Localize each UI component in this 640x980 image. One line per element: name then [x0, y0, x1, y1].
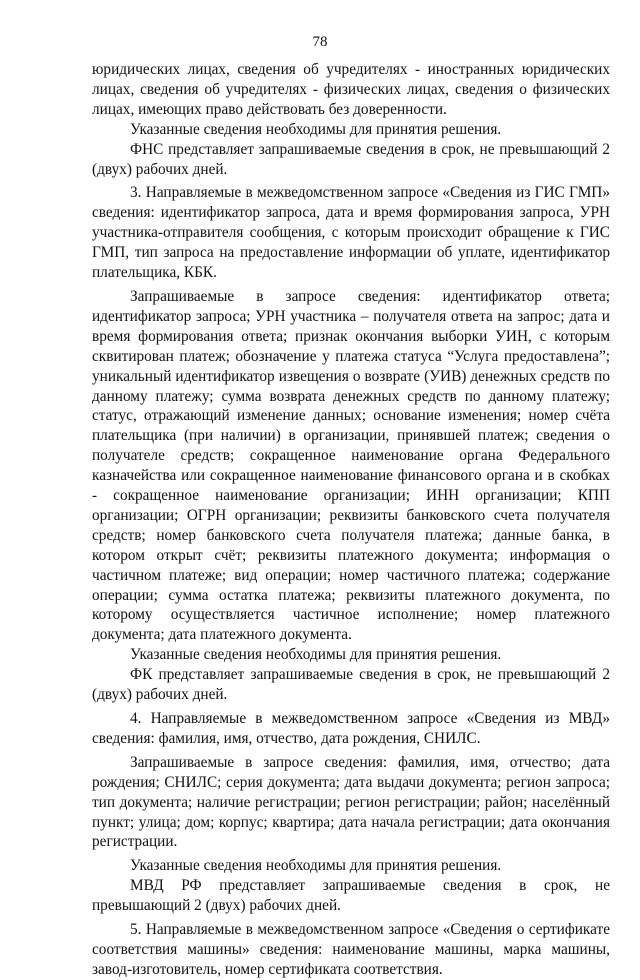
paragraph-decision-note: Указанные сведения необходимы для принятия решения.: [130, 857, 502, 875]
paragraph-mvd-request: 4. Направляемые в межведомственном запросе «Сведения из МВД» сведения: фамилия, имя, отчество, дата рождения, СНИЛС.: [92, 710, 610, 747]
paragraph-mvd-response: Запрашиваемые в запросе сведения: фамилия, имя, отчество; дата рождения; СНИЛС; серия документа; дата выдачи документа; регион запроса; тип документа; наличие регистрации; регион регистрации; район; населённый пункт; улица; дом; корпус; квартира; дата начала регистрации; дата окончания регистрации.: [92, 753, 610, 851]
paragraph-fns-deadline: ФНС представляет запрашиваемые сведения в срок, не превышающий 2 (двух) рабочих дней.: [92, 140, 610, 178]
paragraph-fk-deadline: ФК представляет запрашиваемые сведения в срок, не превышающий 2 (двух) рабочих дней.: [92, 666, 610, 704]
paragraph-mvd-deadline: МВД РФ представляет запрашиваемые сведения в срок, не превышающий 2 (двух) рабочих дней.: [92, 877, 610, 915]
paragraph-gis-gmp-request: 3. Направляемые в межведомственном запросе «Сведения из ГИС ГМП» сведения: идентификатор запроса, дата и время формирования запроса, УРН участника-отправителя сообщения, с которым происходит обращение к ГИС ГМП, тип запроса на предоставление информации об уплате, идентификатор плательщика, КБК.: [92, 184, 610, 282]
paragraph-certificate-request: 5. Направляемые в межведомственном запросе «Сведения о сертификате соответствия машины» сведения: наименование машины, марка машины, завод-изготовитель, номер сертификата соответствия.: [92, 921, 610, 978]
page-number: 78: [312, 34, 328, 50]
paragraph-gis-gmp-response: Запрашиваемые в запросе сведения: идентификатор ответа; идентификатор запроса; УРН участника – получателя ответа на запрос; дата и время формирования ответа; признак окончания выборки УИН, с которым сквитирован платеж; обозначение у платежа статуса “Услуга предоставлена”; уникальный идентификатор извещения о возврате (УИВ) денежных средств по данному платежу; сумма возврата денежных средств по данному платежу; статус, отражающий изменение данных; основание изменения; номер счёта плательщика (при наличии) в организации, принявшей платеж; сведения о получателе средств; сокращенное наименование органа Федерального казначейства или сокращенное наименование финансового органа и в скобках - сокращенное наименование организации; ИНН организации; КПП организации; ОГРН организации; реквизиты банковского счета получателя средств; номер банковского счета получателя платежа; данные банка, в котором открыт счёт; реквизиты платежного документа; информация о частичном платеже; вид операции; номер частичного платежа; содержание операции; сумма остатка платежа; реквизиты платежного документа, по которому осуществляется частичное исполнение; номер платежного документа; дата платежного документа.: [92, 287, 610, 644]
document-body: [92, 60, 610, 980]
paragraph-continuation: юридических лицах, сведения об учредителях - иностранных юридических лицах, сведения об учредителях - физических лицах, сведения о физических лицах, имеющих право действовать без доверенности.: [92, 61, 610, 118]
paragraph-decision-note: Указанные сведения необходимы для принятия решения.: [130, 646, 502, 664]
paragraph-decision-note: Указанные сведения необходимы для принятия решения.: [130, 120, 502, 138]
